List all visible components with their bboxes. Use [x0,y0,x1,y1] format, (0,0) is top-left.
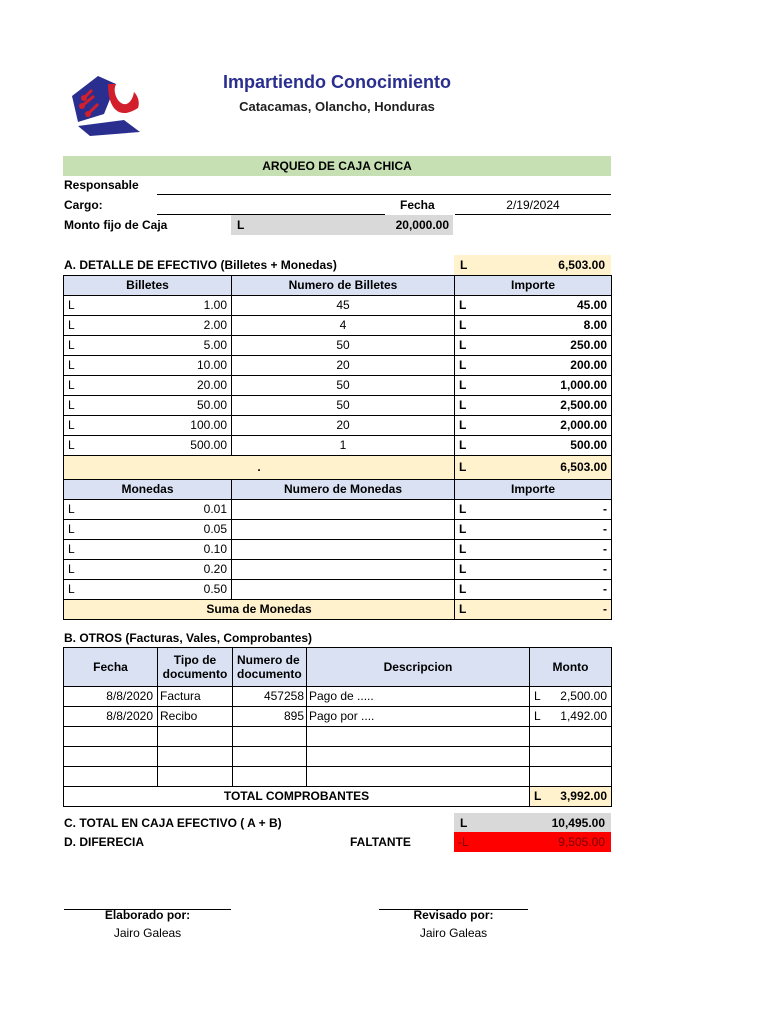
billete-denom-currency: L [68,438,75,452]
section-c-value: 10,495.00 [551,816,605,830]
comprobante-row [64,747,612,767]
billete-importe-currency: L [459,398,467,412]
revisado-label: Revisado por: [413,908,494,922]
section-b-title: B. OTROS (Facturas, Vales, Comprobantes) [64,631,313,645]
moneda-denom-currency: L [68,522,75,536]
section-a-total-value: 6,503.00 [558,258,605,272]
billete-importe-value: 45.00 [576,298,607,312]
monedas-subtotal-label: Suma de Monedas [64,600,455,620]
moneda-denom-currency: L [68,502,75,516]
billete-importe [455,396,612,416]
monedas-subtotal-value: - [603,602,607,616]
billetes-header-count: Numero de Billetes [232,276,455,296]
billete-denom [64,316,232,336]
comprobante-descripcion [307,747,530,767]
monedas-subtotal-cell [455,600,612,620]
billete-importe-value: 500.00 [570,438,607,452]
comprobante-fecha: 8/8/2020 [64,687,158,707]
billete-denom-value: 2.00 [203,318,227,332]
moneda-importe-currency: L [459,542,467,556]
moneda-importe [455,520,612,540]
comprobantes-header-tipo: Tipo de documento [158,648,233,687]
comprobante-numero [233,747,307,767]
monedas-subtotal-currency: L [459,602,467,616]
comprobantes-total-currency: L [534,789,542,803]
comprobante-monto-value: 1,492.00 [560,709,607,723]
comprobante-monto [530,767,612,787]
billete-row [64,376,612,396]
billete-importe-currency: L [459,298,467,312]
billete-row [64,416,612,436]
billete-importe-value: 1,000.00 [560,378,607,392]
comprobante-tipo [158,727,233,747]
billete-importe-value: 200.00 [570,358,607,372]
billete-denom [64,296,232,316]
comprobantes-table [63,647,612,807]
moneda-importe-currency: L [459,522,467,536]
moneda-denom-value: 0.20 [203,562,227,576]
comprobante-row [64,727,612,747]
billete-count: 50 [232,376,455,396]
comprobante-descripcion [307,727,530,747]
revisado-name: Jairo Galeas [419,926,488,940]
comprobante-tipo: Recibo [158,707,233,727]
billetes-subtotal-label: . [64,456,455,480]
moneda-denom-value: 0.01 [203,502,227,516]
section-c-currency: L [460,816,468,830]
comprobante-fecha [64,767,158,787]
organization-logo [64,70,146,140]
comprobante-monto [530,687,612,707]
moneda-denom-currency: L [68,562,75,576]
comprobantes-total-value: 3,992.00 [560,789,607,803]
billete-count: 45 [232,296,455,316]
billetes-table [63,275,612,620]
moneda-importe-value: - [603,542,607,556]
moneda-denom [64,560,232,580]
monto-fijo-value: 20,000.00 [395,218,449,232]
comprobante-tipo [158,747,233,767]
comprobantes-header-monto: Monto [530,648,612,687]
comprobante-numero [233,767,307,787]
billete-importe-value: 8.00 [583,318,607,332]
billete-count: 50 [232,336,455,356]
moneda-importe [455,560,612,580]
elaborado-label: Elaborado por: [104,908,191,922]
form-title: ARQUEO DE CAJA CHICA [63,156,611,176]
billete-importe [455,336,612,356]
responsable-field[interactable] [157,176,611,195]
billete-importe [455,376,612,396]
moneda-importe-value: - [603,562,607,576]
moneda-importe-currency: L [459,562,467,576]
comprobante-monto-value: 2,500.00 [560,689,607,703]
section-c-total [454,813,611,833]
billete-count: 1 [232,436,455,456]
moneda-importe-value: - [603,502,607,516]
comprobante-monto [530,707,612,727]
comprobantes-header-row [64,648,612,687]
comprobante-row [64,707,612,727]
section-a-total [454,255,611,275]
billete-importe-value: 2,500.00 [560,398,607,412]
billete-denom-value: 10.00 [196,358,227,372]
comprobante-monto-currency: L [534,709,541,723]
section-a-total-currency: L [460,258,468,272]
section-d-label: D. DIFERECIA [64,835,145,849]
billetes-header-importe: Importe [455,276,612,296]
elaborado-name: Jairo Galeas [113,926,182,940]
billete-importe-currency: L [459,438,467,452]
billete-importe-value: 2,000.00 [560,418,607,432]
billete-denom [64,436,232,456]
comprobante-monto [530,727,612,747]
billete-importe [455,316,612,336]
comprobante-tipo: Factura [158,687,233,707]
billete-denom [64,396,232,416]
organization-name: Impartiendo Conocimiento [222,72,451,92]
moneda-importe [455,580,612,600]
comprobante-numero: 457258 [233,687,307,707]
moneda-row [64,580,612,600]
monedas-header-row [64,480,612,500]
billete-denom-value: 20.00 [196,378,227,392]
comprobantes-total-row [64,787,612,807]
comprobante-fecha [64,727,158,747]
moneda-denom [64,540,232,560]
moneda-denom-value: 0.50 [203,582,227,596]
billete-row [64,296,612,316]
billetes-subtotal-currency: L [459,460,467,474]
comprobante-numero [233,727,307,747]
moneda-importe [455,540,612,560]
responsable-label: Responsable [64,178,139,192]
comprobante-descripcion [307,767,530,787]
section-d-currency: -L [458,835,469,849]
billetes-subtotal-cell [455,456,612,480]
fecha-label: Fecha [400,198,435,212]
section-d-value: 9,505.00 [558,835,605,849]
billete-importe-currency: L [459,358,467,372]
comprobantes-header-numero: Numero de documento [233,648,307,687]
moneda-importe-currency: L [459,502,467,516]
billete-importe [455,296,612,316]
monto-fijo-field[interactable] [231,215,453,235]
billete-count: 20 [232,356,455,376]
comprobante-fecha [64,747,158,767]
monedas-header-importe: Importe [455,480,612,500]
billete-denom-currency: L [68,398,75,412]
comprobantes-total-cell [530,787,612,807]
moneda-denom-value: 0.05 [203,522,227,536]
moneda-denom [64,520,232,540]
comprobante-descripcion: Pago de ..... [307,687,530,707]
comprobantes-header-fecha: Fecha [64,648,158,687]
moneda-row [64,560,612,580]
billete-denom-value: 5.00 [203,338,227,352]
billete-denom [64,356,232,376]
moneda-row [64,540,612,560]
billete-importe [455,436,612,456]
billete-denom-currency: L [68,338,75,352]
billete-importe-currency: L [459,338,467,352]
billete-importe [455,356,612,376]
billete-count: 4 [232,316,455,336]
moneda-count [232,520,455,540]
billete-denom-value: 100.00 [190,418,227,432]
billete-row [64,396,612,416]
moneda-denom-value: 0.10 [203,542,227,556]
moneda-denom [64,500,232,520]
comprobante-row [64,767,612,787]
monto-fijo-label: Monto fijo de Caja [64,218,168,232]
billete-row [64,436,612,456]
billetes-subtotal-value: 6,503.00 [560,460,607,474]
moneda-denom-currency: L [68,582,75,596]
monedas-subtotal-row [64,600,612,620]
moneda-denom [64,580,232,600]
billete-denom-value: 50.00 [196,398,227,412]
billete-count: 50 [232,396,455,416]
moneda-count [232,560,455,580]
moneda-denom-currency: L [68,542,75,556]
moneda-importe-value: - [603,582,607,596]
moneda-importe-value: - [603,522,607,536]
comprobante-row [64,687,612,707]
comprobante-monto [530,747,612,767]
billete-importe-currency: L [459,418,467,432]
billete-importe-currency: L [459,378,467,392]
billetes-header-denom: Billetes [64,276,232,296]
comprobante-monto-currency: L [534,689,541,703]
comprobante-descripcion: Pago por .... [307,707,530,727]
comprobante-numero: 895 [233,707,307,727]
moneda-count [232,500,455,520]
organization-location: Catacamas, Olancho, Honduras [239,99,435,114]
billetes-subtotal-row [64,456,612,480]
billete-denom [64,336,232,356]
billete-denom-currency: L [68,298,75,312]
comprobante-tipo [158,767,233,787]
moneda-row [64,500,612,520]
billete-importe-currency: L [459,318,467,332]
billete-denom-currency: L [68,378,75,392]
moneda-importe [455,500,612,520]
billete-denom [64,416,232,436]
billete-row [64,316,612,336]
section-d-status: FALTANTE [350,835,411,849]
section-c-label: C. TOTAL EN CAJA EFECTIVO ( A + B) [64,816,282,830]
billete-denom-currency: L [68,318,75,332]
moneda-row [64,520,612,540]
comprobantes-header-descripcion: Descripcion [307,648,530,687]
billete-importe-value: 250.00 [570,338,607,352]
billete-count: 20 [232,416,455,436]
billete-row [64,356,612,376]
billete-denom [64,376,232,396]
cargo-field[interactable] [157,196,385,215]
moneda-count [232,540,455,560]
moneda-count [232,580,455,600]
section-d-total [454,832,611,852]
billete-denom-value: 1.00 [203,298,227,312]
fecha-field[interactable]: 2/19/2024 [455,196,611,215]
section-a-title: A. DETALLE DE EFECTIVO (Billetes + Monedas) [64,258,337,272]
moneda-importe-currency: L [459,582,467,596]
comprobante-fecha: 8/8/2020 [64,707,158,727]
billete-denom-value: 500.00 [190,438,227,452]
billete-importe [455,416,612,436]
monedas-header-count: Numero de Monedas [232,480,455,500]
comprobantes-total-label: TOTAL COMPROBANTES [64,787,530,807]
billete-denom-currency: L [68,358,75,372]
billetes-header-row [64,276,612,296]
monedas-header-denom: Monedas [64,480,232,500]
cargo-label: Cargo: [64,198,103,212]
billete-row [64,336,612,356]
billete-denom-currency: L [68,418,75,432]
monto-fijo-currency: L [237,218,245,232]
